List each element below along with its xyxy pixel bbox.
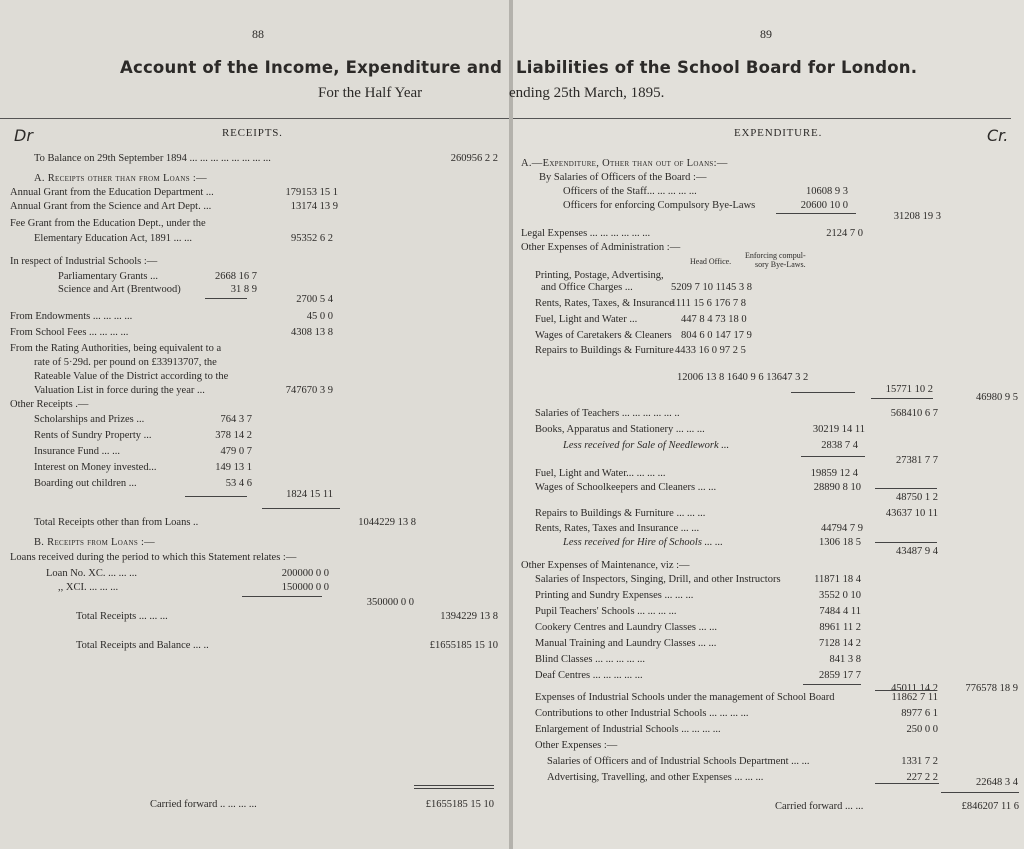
- loans-total: 350000 0 0: [366, 597, 414, 608]
- rents-label: Rents of Sundry Property ...: [34, 430, 152, 441]
- loan1-amount: 200000 0 0: [281, 568, 329, 579]
- maint-label: Other Expenses of Maintenance, viz :—: [521, 560, 690, 571]
- contrib-amount: 8977 6 1: [901, 708, 938, 719]
- printing-amount: 3552 0 10: [819, 590, 861, 601]
- rates-net: 43487 9 4: [896, 546, 938, 557]
- blind-amount: 841 3 8: [829, 654, 861, 665]
- loan2-label: ,, XCI. ... ... ...: [58, 582, 119, 593]
- total-rule: [414, 785, 494, 786]
- schol-amount: 764 3 7: [220, 414, 252, 425]
- rating-amount: 747670 3 9: [285, 385, 333, 396]
- otherexp-label: Other Expenses :—: [535, 740, 618, 751]
- books-net: 27381 7 7: [896, 455, 938, 466]
- admin-total: 15771 10 2: [885, 384, 933, 395]
- rates-label: Rents, Rates, Taxes and Insurance ... ...: [535, 523, 700, 534]
- staff-label: Officers of the Staff... ... ... ... ...: [563, 186, 697, 197]
- needle-amount: 2838 7 4: [821, 440, 858, 451]
- inspectors-amount: 11871 18 4: [814, 574, 861, 585]
- printing-label: Printing and Sundry Expenses ... ... ...: [535, 590, 694, 601]
- total-other-amount: 1044229 13 8: [358, 517, 416, 528]
- grant-sci-label: Annual Grant from the Science and Art Dept. ...: [10, 201, 212, 212]
- left-page: [0, 0, 509, 849]
- section-a-heading: A. Receipts other than from Loans :—: [34, 173, 207, 184]
- salind-amount: 1331 7 2: [901, 756, 938, 767]
- staff-amount: 10608 9 3: [806, 186, 848, 197]
- col-enforcing-2: sory Bye-Laws.: [755, 260, 806, 269]
- enforce-label: Officers for enforcing Compulsory Bye-Laws: [563, 200, 756, 211]
- carried-forward-label: Carried forward ... ...: [775, 801, 864, 812]
- section-total-3: 22648 3 4: [976, 777, 1018, 788]
- page-title: Account of the Income, Expenditure and: [120, 58, 503, 77]
- pupil-label: Pupil Teachers' Schools ... ... ... ...: [535, 606, 677, 617]
- total-receipts-amount: 1394229 13 8: [440, 611, 498, 622]
- endow-amount: 45 0 0: [306, 311, 333, 322]
- sciart-label: Science and Art (Brentwood): [58, 284, 181, 295]
- cookery-label: Cookery Centres and Laundry Classes ... ...: [535, 622, 717, 633]
- advert-amount: 227 2 2: [906, 772, 938, 783]
- section-total-2: 776578 18 9: [965, 683, 1018, 694]
- industrial-label: In respect of Industrial Schools :—: [10, 256, 158, 267]
- section-total-1: 46980 9 5: [976, 392, 1018, 403]
- page-number: 88: [252, 27, 264, 41]
- enlarge-amount: 250 0 0: [906, 724, 938, 735]
- parl-amount: 2668 16 7: [215, 271, 257, 282]
- section-a-heading: A.—Expenditure, Other than out of Loans:—: [521, 158, 728, 169]
- rating-line-3: Rateable Value of the District according to the: [34, 371, 229, 382]
- dr-label: Dr: [14, 126, 33, 145]
- subtotal-rule: [185, 496, 247, 497]
- sciart-amount: 31 8 9: [230, 284, 257, 295]
- total-balance-label: Total Receipts and Balance ... ..: [76, 640, 209, 651]
- total-rule: [414, 788, 494, 789]
- fee-label-1: Fee Grant from the Education Dept., under the: [10, 218, 206, 229]
- ind-exp-amount: 11862 7 11: [891, 692, 938, 703]
- section-title: RECEIPTS.: [222, 127, 283, 139]
- ins-label: Insurance Fund ... ...: [34, 446, 121, 457]
- inspectors-label: Salaries of Inspectors, Singing, Drill, and other Instructors: [535, 574, 781, 585]
- total-rule: [941, 792, 1019, 793]
- wages-label: Wages of Caretakers & Cleaners: [535, 330, 672, 341]
- rates-amount: 44794 7 9: [821, 523, 863, 534]
- loans-label: Loans received during the period to which this Statement relates :—: [10, 552, 297, 563]
- legal-label: Legal Expenses ... ... ... ... ... ...: [521, 228, 651, 239]
- deaf-amount: 2859 17 7: [819, 670, 861, 681]
- interest-label: Interest on Money invested...: [34, 462, 157, 473]
- page-number: 89: [760, 27, 772, 41]
- right-page: [509, 0, 1024, 849]
- fee-amount: 95352 6 2: [291, 233, 333, 244]
- fees-label: From School Fees ... ... ... ...: [10, 327, 129, 338]
- manual-label: Manual Training and Laundry Classes ... ...: [535, 638, 717, 649]
- cr-label: Cr.: [987, 126, 1009, 145]
- fee-label-2: Elementary Education Act, 1891 ... ...: [34, 233, 193, 244]
- keepers-amount: 28890 8 10: [813, 482, 861, 493]
- fees-amount: 4308 13 8: [291, 327, 333, 338]
- books-amount: 30219 14 11: [812, 424, 865, 435]
- rents-amount: 1111 15 6 176 7 8: [671, 298, 746, 309]
- advert-label: Advertising, Travelling, and other Expenses ... ... ...: [547, 772, 764, 783]
- rating-line-1: From the Rating Authorities, being equivalent to a: [10, 343, 222, 354]
- deaf-label: Deaf Centres ... ... ... ... ...: [535, 670, 643, 681]
- subtotal-rule: [875, 542, 937, 543]
- rents-label: Rents, Rates, Taxes, & Insurance: [535, 298, 674, 309]
- needle-label: Less received for Sale of Needlework ...: [563, 440, 730, 451]
- grant-sci-amount: 13174 13 9: [290, 201, 338, 212]
- repairs-amount: 4433 16 0 97 2 5: [675, 345, 746, 356]
- interest-amount: 149 13 1: [215, 462, 252, 473]
- print-line-1: Printing, Postage, Advertising,: [535, 270, 664, 281]
- salind-label: Salaries of Officers and of Industrial Schools Department ... ...: [547, 756, 810, 767]
- wages-amount: 804 6 0 147 17 9: [681, 330, 752, 341]
- fuel-label: Fuel, Light and Water ...: [535, 314, 638, 325]
- industrial-total: 2700 5 4: [296, 294, 333, 305]
- endow-label: From Endowments ... ... ... ...: [10, 311, 133, 322]
- admin-label: Other Expenses of Administration :—: [521, 242, 681, 253]
- blind-label: Blind Classes ... ... ... ... ...: [535, 654, 645, 665]
- col-head-office: Head Office.: [690, 257, 732, 266]
- salaries-staff-label: By Salaries of Officers of the Board :—: [539, 172, 707, 183]
- other-label: Other Receipts .—: [10, 399, 89, 410]
- books-label: Books, Apparatus and Stationery ... ... ...: [535, 424, 705, 435]
- repairs2-label: Repairs to Buildings & Furniture ... ... ...: [535, 508, 706, 519]
- total-balance-amount: £1655185 15 10: [429, 640, 498, 651]
- header-rule: [0, 118, 509, 119]
- grant-ed-amount: 179153 15 1: [285, 187, 338, 198]
- rating-line-4: Valuation List in force during the year ...: [34, 385, 205, 396]
- fuel2-amount: 19859 12 4: [810, 468, 858, 479]
- ins-amount: 479 0 7: [220, 446, 252, 457]
- teachers-label: Salaries of Teachers ... ... ... ... ... ..: [535, 408, 680, 419]
- rating-line-2: rate of 5·29d. per pound on £33913707, the: [34, 357, 217, 368]
- admin-subtotal: 12006 13 8 1640 9 6 13647 3 2: [677, 372, 809, 383]
- ind-exp-label: Expenses of Industrial Schools under the management of School Board: [535, 692, 835, 703]
- keepers-label: Wages of Schoolkeepers and Cleaners ... ...: [535, 482, 717, 493]
- legal-amount: 2124 7 0: [826, 228, 863, 239]
- repairs-label: Repairs to Buildings & Furniture: [535, 345, 674, 356]
- fuel-amount: 447 8 4 73 18 0: [681, 314, 747, 325]
- loan1-label: Loan No. XC. ... ... ...: [46, 568, 137, 579]
- fuel2-label: Fuel, Light and Water... ... ... ...: [535, 468, 666, 479]
- total-other-label: Total Receipts other than from Loans ..: [34, 517, 199, 528]
- hire-label: Less received for Hire of Schools ... ...: [563, 537, 723, 548]
- subtotal-rule: [262, 508, 340, 509]
- print-amount: 5209 7 10 1145 3 8: [671, 282, 752, 293]
- rents-amount: 378 14 2: [215, 430, 252, 441]
- manual-amount: 7128 14 2: [819, 638, 861, 649]
- balance-amount: 260956 2 2: [450, 153, 498, 164]
- enforce-amount: 20600 10 0: [800, 200, 848, 211]
- header-rule: [513, 118, 1011, 119]
- carried-forward-amount: £846207 11 6: [961, 801, 1019, 812]
- total-receipts-label: Total Receipts ... ... ...: [76, 611, 168, 622]
- pupil-amount: 7484 4 11: [819, 606, 861, 617]
- cookery-amount: 8961 11 2: [819, 622, 861, 633]
- staff-total: 31208 19 3: [893, 211, 941, 222]
- grant-ed-label: Annual Grant from the Education Department ...: [10, 187, 214, 198]
- contrib-label: Contributions to other Industrial Schools ... ... ... ...: [535, 708, 749, 719]
- carried-forward-label: Carried forward .. ... ... ...: [150, 799, 257, 810]
- fuel-keepers-total: 48750 1 2: [896, 492, 938, 503]
- print-line-2: and Office Charges ...: [541, 282, 633, 293]
- hire-amount: 1306 18 5: [819, 537, 861, 548]
- subtotal-rule: [875, 488, 937, 489]
- page-subtitle: ending 25th March, 1895.: [509, 85, 665, 101]
- maint-total: 45011 14 2: [891, 683, 938, 694]
- section-title: EXPENDITURE.: [734, 127, 823, 139]
- page-subtitle: For the Half Year: [318, 85, 423, 101]
- schol-label: Scholarships and Prizes ...: [34, 414, 145, 425]
- loan2-amount: 150000 0 0: [281, 582, 329, 593]
- parl-label: Parliamentary Grants ...: [58, 271, 159, 282]
- col-enforcing-1: Enforcing compul-: [745, 251, 806, 260]
- enlarge-label: Enlargement of Industrial Schools ... ... ... ...: [535, 724, 721, 735]
- page-title: Liabilities of the School Board for London.: [516, 58, 918, 77]
- balance-label: To Balance on 29th September 1894 ... ... ... ... ... ... ... ...: [34, 153, 271, 164]
- section-b-heading: B. Receipts from Loans :—: [34, 537, 155, 548]
- carried-forward-amount: £1655185 15 10: [425, 799, 494, 810]
- repairs2-amount: 43637 10 11: [885, 508, 938, 519]
- other-total: 1824 15 11: [286, 489, 333, 500]
- board-label: Boarding out children ...: [34, 478, 137, 489]
- board-amount: 53 4 6: [225, 478, 252, 489]
- teachers-amount: 568410 6 7: [890, 408, 938, 419]
